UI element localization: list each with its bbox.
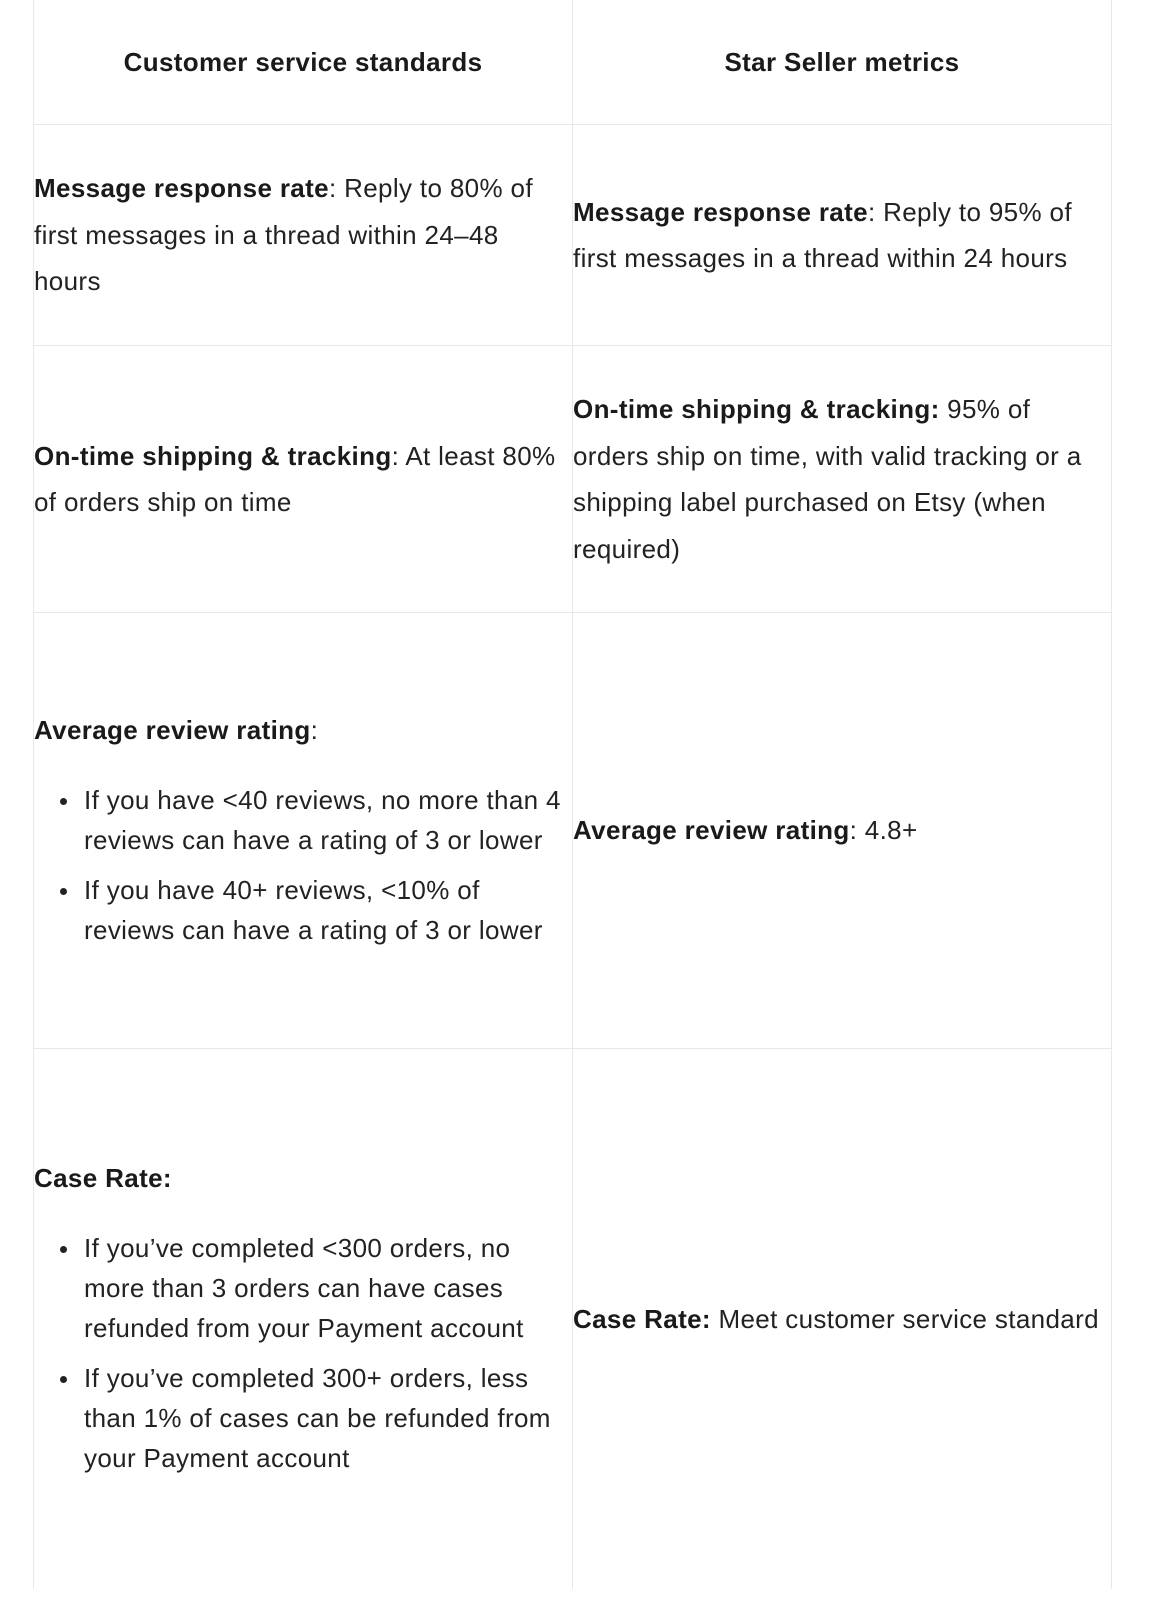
cell-standard-message-response: [34, 125, 573, 346]
label-separator: :: [849, 815, 865, 846]
metric-heading: [34, 1160, 564, 1196]
metric-label: Case Rate:: [34, 1163, 172, 1193]
cell-star-review-rating: [573, 613, 1112, 1049]
table-row: [34, 125, 1112, 346]
metric-text: Reply to 95% of first messages in a thread within 24 hours: [573, 196, 1072, 273]
bullet-dot-icon: [60, 888, 67, 895]
label-separator: :: [391, 440, 406, 471]
table-row: [34, 1049, 1112, 1590]
table-row: [34, 346, 1112, 613]
metric-heading: [34, 712, 564, 748]
metric-text: 95% of orders ship on time, with valid tracking or a shipping label purchased on Etsy (when required): [573, 394, 1082, 564]
list-item: [84, 1358, 564, 1478]
comparison-table: [33, 0, 1112, 1589]
list-item-text: If you have 40+ reviews, <10% of reviews can have a rating of 3 or lower: [84, 874, 543, 945]
cell-star-message-response: [573, 125, 1112, 346]
list-item: [84, 780, 564, 860]
cell-standard-review-rating: [34, 613, 573, 1049]
list-item-text: If you’ve completed <300 orders, no more than 3 orders can have cases refunded from your Payment account: [84, 1233, 524, 1343]
cell-star-shipping: [573, 346, 1112, 613]
metric-label: On-time shipping & tracking:: [573, 394, 940, 424]
list-item-text: If you have <40 reviews, no more than 4 reviews can have a rating of 3 or lower: [84, 784, 561, 855]
metric-label: Case Rate:: [573, 1303, 711, 1334]
cell-standard-case-rate: [34, 1049, 573, 1590]
list-item: [84, 870, 564, 950]
bullet-dot-icon: [60, 798, 67, 805]
cell-star-case-rate: [573, 1049, 1112, 1590]
table-row: [34, 613, 1112, 1049]
metric-text: 4.8+: [864, 815, 918, 846]
metric-text: Meet customer service standard: [718, 1303, 1099, 1334]
label-separator: :: [328, 173, 345, 204]
metric-text: Reply to 80% of first messages in a thread within 24–48 hours: [34, 173, 533, 297]
criteria-list: [34, 1228, 564, 1478]
metric-label: Average review rating: [34, 714, 311, 745]
metric-label: Average review rating: [573, 815, 850, 846]
bullet-dot-icon: [60, 1246, 67, 1253]
metric-label: Message response rate: [34, 173, 329, 204]
bullet-dot-icon: [60, 1376, 67, 1383]
list-item-text: If you’ve completed 300+ orders, less than 1% of cases can be refunded from your Payment account: [84, 1363, 551, 1473]
criteria-list: [34, 780, 564, 950]
metric-text: At least 80% of orders ship on time: [34, 440, 556, 517]
label-separator: :: [867, 196, 884, 227]
metric-label: On-time shipping & tracking: [34, 440, 392, 471]
metric-label: Message response rate: [573, 196, 868, 227]
list-item: [84, 1228, 564, 1348]
label-separator: :: [310, 714, 319, 745]
cell-standard-shipping: [34, 346, 573, 613]
table-header-row: [34, 0, 1112, 125]
header-star-seller-metrics: Star Seller metrics: [573, 0, 1112, 125]
header-customer-service-standards: Customer service standards: [34, 0, 573, 125]
